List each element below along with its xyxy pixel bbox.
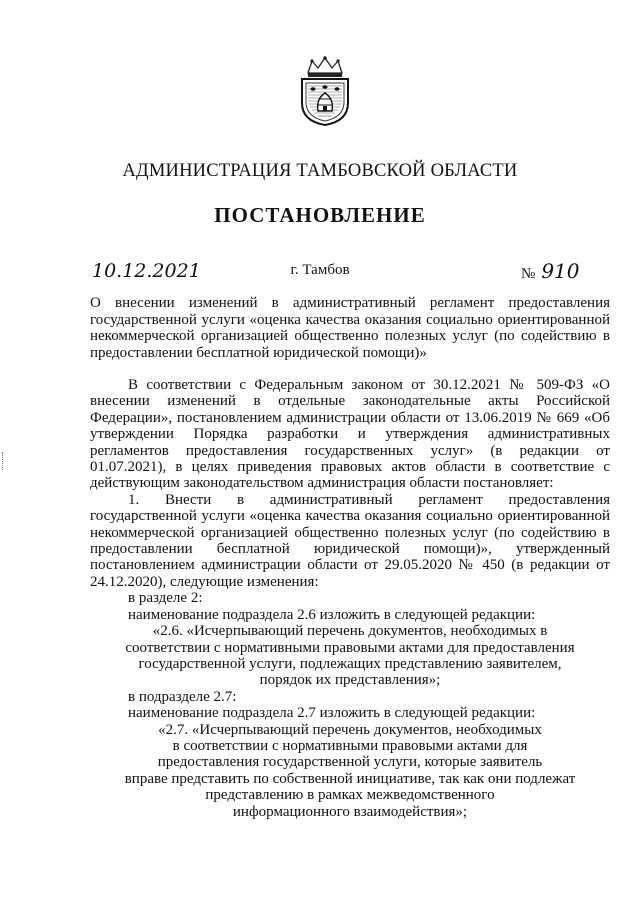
subsection-2-7-line: в подразделе 2.7: <box>128 688 237 705</box>
quote-line: в соответствии с нормативными правовыми актами для <box>172 737 528 754</box>
document-type-title: ПОСТАНОВЛЕНИЕ <box>214 203 426 227</box>
margin-mark <box>2 452 6 470</box>
quote-line: порядок их представления»; <box>259 672 441 689</box>
document-city: г. Тамбов <box>290 262 350 278</box>
organization-title: АДМИНИСТРАЦИЯ ТАМБОВСКОЙ ОБЛАСТИ <box>122 161 518 181</box>
number-label: № <box>521 266 536 282</box>
document-subject: О внесении изменений в административный регламент предоставления государственной услуги «оценка качества оказания социально ориентированной некоммерческой организацией общественно полезных услуг (по содействию в предоставлении бесплатной юридической помощи)» <box>90 295 610 361</box>
quote-line: информационного взаимодействия»; <box>232 803 468 820</box>
quote-2-6 <box>90 623 610 689</box>
item-1-paragraph: 1. Внести в административный регламент предоставления государственной услуги «оценка качества оказания социально ориентированной некоммерческой организацией общественно полезных услуг (по содействию в предоставлении бесплатной юридической помощи)», утвержденный постановлением администрации области от 29.05.2020 № 450 (в редакции от 24.12.2020), следующие изменения: <box>90 491 610 590</box>
quote-line: «2.6. «Исчерпывающий перечень документов, необходимых в <box>152 623 548 640</box>
document-date: 10.12.2021 <box>92 260 201 282</box>
preamble-paragraph: В соответствии с Федеральным законом от 30.12.2021 № 509-ФЗ «О внесении изменений в отдельные законодательные акты Российской Федерации», постановлением администрации области от 13.06.2019 № 669 «Об утверждении Порядка разработки и утверждения административных регламентов предоставления государственных услуг» (в редакции от 01.07.2021), в целях приведения правовых актов области в соответствие с действующим законодательством администрация области постановляет: <box>90 377 610 492</box>
quote-line: вправе представить по собственной инициативе, так как они подлежат <box>124 770 576 787</box>
section-2-line: в разделе 2: <box>128 590 203 607</box>
number-value: 910 <box>541 259 580 283</box>
quote-line: государственной услуги, подлежащих представлению заявителем, <box>138 655 562 672</box>
quote-line: соответствии с нормативными правовыми актами для предоставления <box>125 639 575 656</box>
subsection-2-6-intro: наименование подраздела 2.6 изложить в следующей редакции: <box>128 606 536 623</box>
quote-line: «2.7. «Исчерпывающий перечень документов, необходимых <box>158 721 542 738</box>
quote-2-7 <box>90 722 610 820</box>
document-number <box>521 259 580 283</box>
quote-line: предоставления государственной услуги, которые заявитель <box>157 754 543 771</box>
quote-line: представлению в рамках межведомственного <box>205 787 495 804</box>
document-body <box>90 377 610 820</box>
coat-of-arms-icon <box>294 55 356 127</box>
subsection-2-7-intro: наименование подраздела 2.7 изложить в следующей редакции: <box>128 705 536 722</box>
